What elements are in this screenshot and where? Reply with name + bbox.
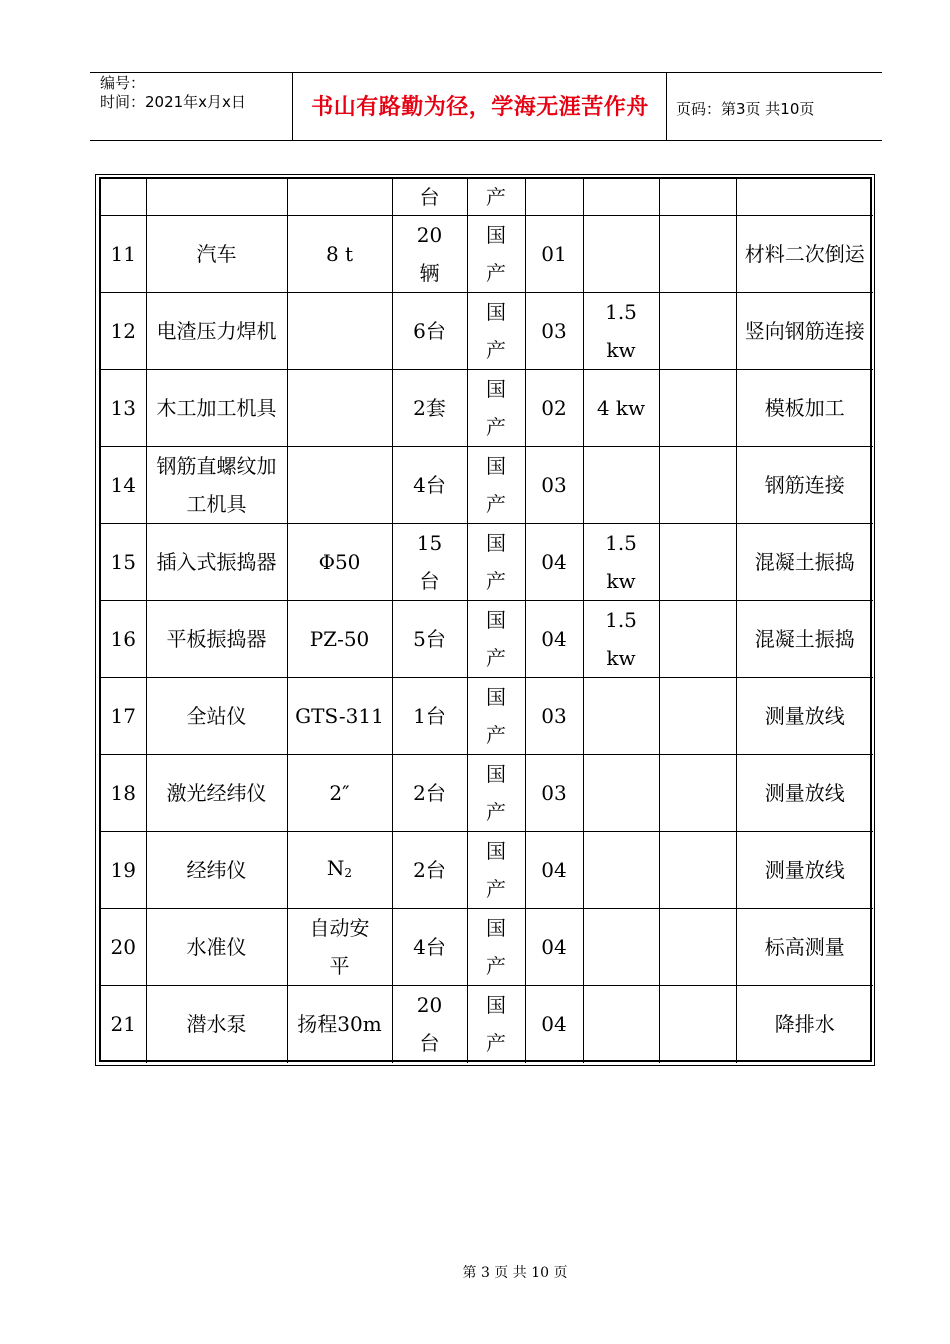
cell-blank — [659, 909, 736, 986]
footer-page-number: 第 3 页 共 10 页 — [462, 1265, 568, 1281]
cell-number — [101, 678, 146, 755]
cell-power-text: 1.5 kw — [605, 300, 637, 362]
table-row — [101, 447, 873, 524]
table-row — [101, 755, 873, 832]
cell-usage — [736, 678, 873, 755]
cell-origin-text: 国产 — [486, 377, 506, 439]
cell-power — [583, 909, 659, 986]
cell-year — [525, 216, 583, 293]
cell-origin — [467, 986, 525, 1063]
cell-origin — [467, 524, 525, 601]
header-top-rule — [90, 72, 882, 73]
cell-equipment-name-text: 木工加工机具 — [156, 396, 277, 420]
cell-usage — [736, 986, 873, 1063]
cell-spec-text: 8 t — [325, 242, 354, 266]
cell-spec-text: 自动安平 — [309, 916, 370, 978]
cell-year — [525, 601, 583, 678]
cell-equipment-name — [146, 909, 287, 986]
cell-spec — [287, 601, 392, 678]
header-divider-right — [666, 72, 667, 140]
cell-blank — [659, 216, 736, 293]
cell-blank — [659, 755, 736, 832]
cell-year-text: 02 — [541, 396, 567, 420]
cell-number — [101, 755, 146, 832]
cell-power — [583, 179, 659, 216]
cell-usage-text: 混凝土振捣 — [754, 627, 855, 651]
cell-equipment-name — [146, 293, 287, 370]
cell-power — [583, 447, 659, 524]
cell-power — [583, 370, 659, 447]
cell-quantity — [392, 370, 467, 447]
cell-power — [583, 755, 659, 832]
cell-equipment-name — [146, 216, 287, 293]
cell-year — [525, 909, 583, 986]
cell-usage-text: 降排水 — [774, 1012, 835, 1037]
cell-equipment-name — [146, 447, 287, 524]
cell-usage-text: 标高测量 — [764, 935, 845, 959]
cell-quantity-text: 4台 — [413, 935, 446, 959]
cell-equipment-name — [146, 524, 287, 601]
cell-spec — [287, 293, 392, 370]
cell-equipment-name-text: 水准仪 — [186, 935, 247, 959]
cell-year-text: 03 — [541, 781, 567, 805]
cell-equipment-name-text: 潜水泵 — [186, 1012, 247, 1037]
cell-origin-text: 国产 — [486, 531, 506, 593]
cell-spec-main: N — [326, 855, 345, 880]
cell-usage-text: 测量放线 — [764, 781, 845, 805]
cell-power — [583, 524, 659, 601]
cell-power-text: 4 kw — [596, 396, 646, 420]
table-row — [101, 179, 873, 216]
cell-quantity — [392, 601, 467, 678]
cell-usage — [736, 755, 873, 832]
cell-quantity — [392, 179, 467, 216]
cell-origin-text: 国产 — [486, 608, 506, 670]
header-time-label: 时间：2021年x月x日 — [100, 93, 246, 111]
cell-equipment-name — [146, 678, 287, 755]
cell-spec — [287, 447, 392, 524]
cell-year — [525, 755, 583, 832]
cell-spec-subscript: 2 — [344, 865, 353, 880]
cell-blank — [659, 370, 736, 447]
cell-origin — [467, 216, 525, 293]
cell-usage-text: 钢筋连接 — [764, 473, 845, 497]
header-divider-left — [292, 72, 293, 140]
cell-year — [525, 179, 583, 216]
cell-spec-text: GTS-311 — [295, 704, 384, 728]
cell-usage-text: 竖向钢筋连接 — [744, 319, 865, 343]
cell-number — [101, 293, 146, 370]
cell-year-text: 03 — [541, 704, 567, 728]
cell-number — [101, 832, 146, 909]
cell-number-text: 19 — [110, 858, 136, 882]
cell-spec-text — [327, 849, 352, 892]
cell-usage — [736, 370, 873, 447]
cell-usage — [736, 909, 873, 986]
cell-equipment-name — [146, 755, 287, 832]
cell-quantity-text: 15台 — [416, 531, 443, 593]
cell-number — [101, 524, 146, 601]
cell-number — [101, 447, 146, 524]
cell-year-text: 01 — [541, 242, 567, 266]
cell-year — [525, 678, 583, 755]
cell-origin-text: 国产 — [486, 223, 506, 285]
cell-number — [101, 986, 146, 1063]
cell-origin — [467, 447, 525, 524]
table-row — [101, 293, 873, 370]
cell-origin-text: 国产 — [486, 762, 506, 824]
cell-origin-text: 国产 — [486, 993, 506, 1056]
cell-usage-text: 混凝土振捣 — [754, 550, 855, 574]
table-row — [101, 832, 873, 909]
cell-year-text: 04 — [541, 935, 567, 959]
cell-year — [525, 524, 583, 601]
cell-year — [525, 986, 583, 1063]
cell-year — [525, 832, 583, 909]
cell-origin-text: 国产 — [486, 839, 506, 901]
cell-usage — [736, 447, 873, 524]
cell-blank — [659, 678, 736, 755]
cell-spec — [287, 370, 392, 447]
cell-number-text: 11 — [110, 242, 136, 266]
cell-equipment-name — [146, 179, 287, 216]
cell-number-text: 21 — [110, 1012, 136, 1037]
cell-equipment-name-text: 平板振捣器 — [166, 627, 267, 651]
cell-year — [525, 293, 583, 370]
cell-number-text: 14 — [110, 473, 136, 497]
cell-equipment-name — [146, 986, 287, 1063]
cell-quantity — [392, 986, 467, 1063]
cell-usage-text: 材料二次倒运 — [744, 242, 865, 266]
cell-origin — [467, 370, 525, 447]
cell-equipment-name-text: 插入式振捣器 — [156, 550, 277, 574]
cell-usage — [736, 216, 873, 293]
cell-quantity-text: 2台 — [413, 781, 446, 805]
cell-spec — [287, 832, 392, 909]
cell-equipment-name — [146, 601, 287, 678]
table-row — [101, 678, 873, 755]
table-row — [101, 601, 873, 678]
cell-origin — [467, 293, 525, 370]
cell-quantity-text: 20辆 — [416, 223, 443, 285]
cell-spec — [287, 755, 392, 832]
cell-power-text: 1.5 kw — [605, 608, 637, 670]
cell-quantity — [392, 755, 467, 832]
cell-origin-text: 国产 — [486, 454, 506, 516]
cell-spec-text: PZ-50 — [309, 627, 370, 651]
cell-equipment-name — [146, 370, 287, 447]
cell-quantity — [392, 293, 467, 370]
cell-number — [101, 179, 146, 216]
equipment-table-body — [101, 179, 873, 1063]
cell-power — [583, 216, 659, 293]
cell-number — [101, 601, 146, 678]
cell-usage-text: 测量放线 — [764, 858, 845, 882]
cell-equipment-name — [146, 832, 287, 909]
cell-origin — [467, 909, 525, 986]
cell-blank — [659, 601, 736, 678]
cell-quantity — [392, 216, 467, 293]
header-info — [100, 74, 290, 112]
header-motto: 书山有路勤为径，学海无涯苦作舟 — [311, 95, 649, 120]
table-row — [101, 216, 873, 293]
cell-power — [583, 986, 659, 1063]
cell-year — [525, 447, 583, 524]
equipment-table-frame — [95, 174, 875, 1066]
header-number-label: 编号： — [100, 74, 146, 92]
cell-blank — [659, 524, 736, 601]
cell-quantity-text: 1台 — [413, 704, 446, 728]
cell-usage-text: 模板加工 — [764, 396, 845, 420]
cell-year-text: 03 — [541, 473, 567, 497]
cell-spec-text: 扬程30m — [297, 1012, 382, 1037]
cell-origin-text: 国产 — [486, 916, 506, 978]
cell-year-text: 04 — [541, 627, 567, 651]
cell-equipment-name-text: 汽车 — [196, 242, 237, 266]
cell-quantity — [392, 447, 467, 524]
cell-usage — [736, 293, 873, 370]
cell-usage — [736, 179, 873, 216]
cell-power-text: 1.5 kw — [605, 531, 637, 593]
cell-origin — [467, 601, 525, 678]
cell-equipment-name-text: 钢筋直螺纹加工机具 — [156, 454, 277, 516]
equipment-table — [101, 179, 873, 1063]
cell-equipment-name-text: 电渣压力焊机 — [156, 319, 277, 343]
cell-spec — [287, 216, 392, 293]
table-row — [101, 909, 873, 986]
cell-quantity-text: 20台 — [416, 993, 443, 1056]
cell-equipment-name-text: 全站仪 — [186, 704, 247, 728]
cell-spec — [287, 909, 392, 986]
cell-quantity-text: 台 — [419, 185, 440, 209]
cell-blank — [659, 179, 736, 216]
cell-usage — [736, 524, 873, 601]
cell-power — [583, 832, 659, 909]
cell-number-text: 20 — [110, 935, 136, 959]
cell-blank — [659, 986, 736, 1063]
cell-spec — [287, 678, 392, 755]
cell-year — [525, 370, 583, 447]
cell-equipment-name-text: 经纬仪 — [186, 858, 247, 882]
cell-spec-text: Φ50 — [318, 550, 361, 574]
cell-quantity — [392, 524, 467, 601]
cell-quantity-text: 6台 — [413, 319, 446, 343]
cell-number — [101, 909, 146, 986]
cell-power — [583, 678, 659, 755]
cell-usage-text: 测量放线 — [764, 704, 845, 728]
cell-spec — [287, 179, 392, 216]
table-row — [101, 986, 873, 1063]
cell-quantity-text: 2套 — [413, 396, 446, 420]
cell-number-text: 17 — [110, 704, 136, 728]
header-bottom-rule — [90, 140, 882, 141]
cell-number-text: 18 — [110, 781, 136, 805]
cell-origin-text: 国产 — [486, 300, 506, 362]
cell-power — [583, 293, 659, 370]
cell-year-text: 04 — [541, 550, 567, 574]
cell-origin — [467, 755, 525, 832]
cell-quantity — [392, 909, 467, 986]
cell-year-text: 04 — [541, 1012, 567, 1037]
cell-usage — [736, 832, 873, 909]
table-row — [101, 524, 873, 601]
cell-quantity-text: 5台 — [413, 627, 446, 651]
cell-equipment-name-text: 激光经纬仪 — [166, 781, 267, 805]
cell-blank — [659, 832, 736, 909]
cell-quantity — [392, 832, 467, 909]
cell-origin — [467, 678, 525, 755]
header-page-label: 页码：第3页 共10页 — [676, 100, 815, 118]
cell-spec — [287, 986, 392, 1063]
cell-spec-text: 2″ — [329, 781, 350, 805]
cell-number — [101, 370, 146, 447]
cell-year-text: 03 — [541, 319, 567, 343]
cell-origin-text: 国产 — [486, 685, 506, 747]
cell-number — [101, 216, 146, 293]
cell-spec — [287, 524, 392, 601]
table-row — [101, 370, 873, 447]
cell-year-text: 04 — [541, 858, 567, 882]
cell-blank — [659, 293, 736, 370]
cell-number-text: 12 — [110, 319, 136, 343]
cell-origin — [467, 832, 525, 909]
cell-quantity-text: 4台 — [413, 473, 446, 497]
cell-usage — [736, 601, 873, 678]
cell-number-text: 15 — [110, 550, 136, 574]
cell-quantity — [392, 678, 467, 755]
cell-quantity-text: 2台 — [413, 858, 446, 882]
cell-number-text: 13 — [110, 396, 136, 420]
cell-origin — [467, 179, 525, 216]
cell-number-text: 16 — [110, 627, 136, 651]
cell-power — [583, 601, 659, 678]
cell-blank — [659, 447, 736, 524]
cell-origin-text: 产 — [486, 185, 506, 209]
